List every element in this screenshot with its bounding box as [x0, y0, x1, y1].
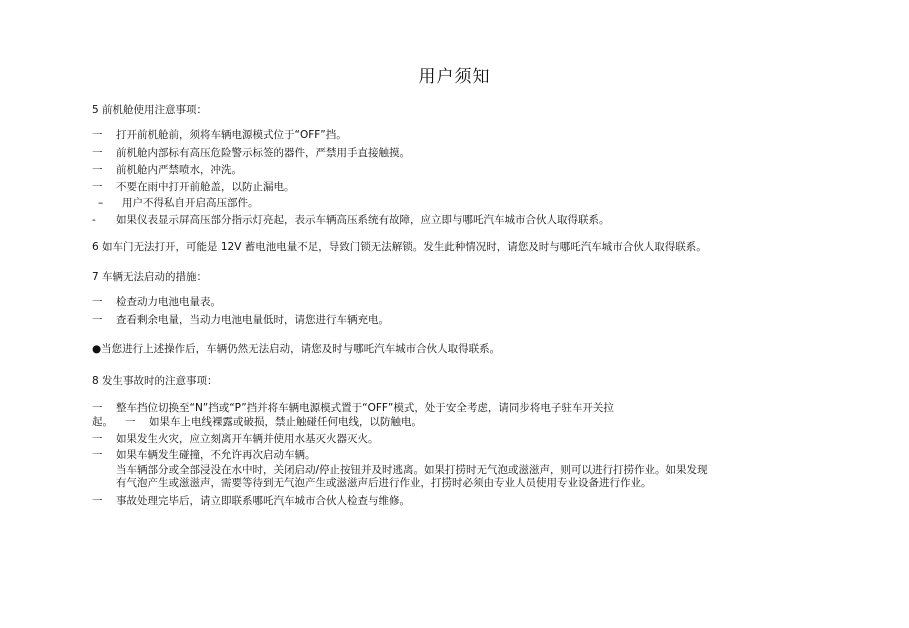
bullet-mark: 一	[92, 402, 103, 414]
list-item-text: 如果车上电线裸露或破损，禁止触碰任何电线，以防触电。	[149, 416, 422, 428]
bullet-mark: 一	[92, 449, 103, 461]
bullet-mark: 一	[92, 129, 103, 141]
list-item	[92, 128, 347, 142]
list-item	[92, 448, 316, 462]
list-item-text: 如果发生火灾，应立刻离开车辆并使用水基灭火器灭火。	[116, 433, 379, 445]
list-item-continuation: 起。	[92, 416, 113, 428]
section-heading-7: 7 车辆无法启动的措施：	[92, 271, 208, 283]
list-item-text: 不要在雨中打开前舱盖，以防止漏电。	[116, 181, 295, 193]
list-item	[92, 415, 422, 429]
list-item-text: 整车挡位切换至“N”挡或“P”挡并将车辆电源模式置于“OFF”模式，处于安全考虑，请同步将电子驻车开关拉	[116, 402, 614, 414]
paragraph-line: 有气泡产生或滋滋声，需要等待到无气泡产生或滋滋声后进行作业，打捞时必须由专业人员使用专业设备进行作业。	[116, 477, 652, 489]
list-item	[92, 401, 614, 415]
bullet-mark: 一	[92, 296, 103, 308]
bullet-mark: -	[92, 214, 96, 226]
list-item-text: 事故处理完毕后，请立即联系哪吒汽车城市合伙人检查与维修。	[116, 495, 410, 507]
section-heading-8: 8 发生事故时的注意事项：	[92, 375, 218, 387]
bullet-mark: 一	[92, 495, 103, 507]
list-item-text: 打开前机舱前，须将车辆电源模式位于“OFF”挡。	[116, 129, 347, 141]
list-item-text: 前机舱内部标有高压危险警示标签的器件，严禁用手直接触摸。	[116, 147, 410, 159]
list-item	[92, 432, 379, 446]
list-item	[92, 163, 242, 177]
bullet-mark: 一	[92, 164, 103, 176]
list-item-text: 查看剩余电量，当动力电池电量低时，请您进行车辆充电。	[116, 314, 389, 326]
list-item	[92, 180, 295, 194]
list-item	[92, 295, 221, 309]
bullet-mark: 一	[92, 314, 103, 326]
list-item-text: 如果车辆发生碰撞，不允许再次启动车辆。	[116, 449, 316, 461]
list-item	[92, 213, 610, 227]
bullet-mark: –	[98, 197, 104, 209]
section-note: ●当您进行上述操作后，车辆仍然无法启动，请您及时与哪吒汽车城市合伙人取得联系。	[92, 343, 501, 355]
bullet-mark: 一	[92, 147, 103, 159]
list-item	[92, 146, 410, 160]
list-item-text: 用户不得私自开启高压部件。	[122, 197, 259, 209]
list-item-text: 前机舱内严禁喷水，冲洗。	[116, 164, 242, 176]
list-item-text: 检查动力电池电量表。	[116, 296, 221, 308]
list-item	[98, 196, 259, 210]
section-heading-5: 5 前机舱使用注意事项：	[92, 104, 208, 116]
list-item	[92, 494, 410, 508]
list-item-text: 如果仪表显示屏高压部分指示灯亮起，表示车辆高压系统有故障，应立即与哪吒汽车城市合伙人取得联系。	[116, 214, 610, 226]
section-heading-6: 6 如车门无法打开，可能是 12V 蓄电池电量不足，导致门锁无法解锁。发生此种情况时，请您及时与哪吒汽车城市合伙人取得联系。	[92, 241, 707, 253]
list-item	[92, 313, 389, 327]
paragraph-line: 当车辆部分或全部浸没在水中时，关闭启动/停止按钮并及时逃离。如果打捞时无气泡或滋滋声，则可以进行打捞作业。如果发现	[116, 464, 708, 476]
page-title: 用户须知	[418, 67, 491, 87]
bullet-mark: 一	[125, 416, 136, 428]
bullet-mark: 一	[92, 433, 103, 445]
bullet-mark: 一	[92, 181, 103, 193]
